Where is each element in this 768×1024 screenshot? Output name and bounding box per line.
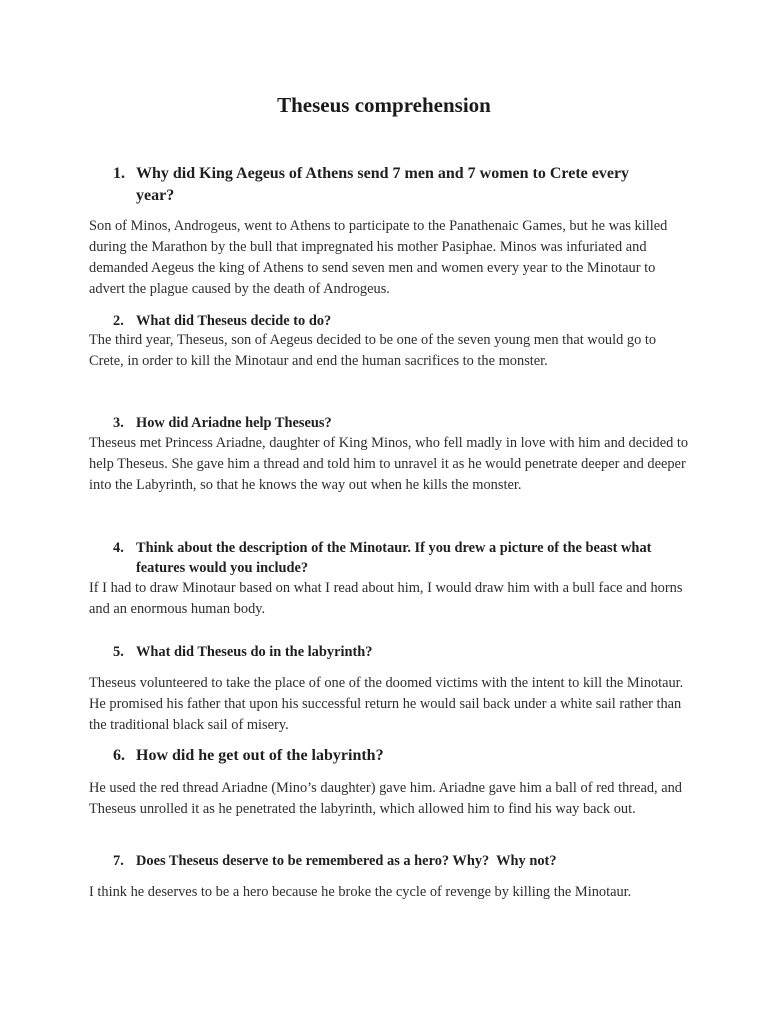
answer-7: I think he deserves to be a hero because he broke the cycle of revenge by killing the Minotaur. (89, 884, 632, 900)
question-1-text: Why did King Aegeus of Athens send 7 men and 7 women to Crete every year? (136, 165, 630, 204)
question-3 (113, 413, 673, 433)
answer-1: Son of Minos, Androgeus, went to Athens to participate to the Panathenaic Games, but he was killed during the Marathon by the bull that impregnated his mother Pasiphae. Minos was infuriated and demanded Aegeus the king of Athens to send seven men and women every year to the Minotaur to advert the plague caused by the death of Androgeus. (89, 218, 668, 297)
question-2-number: 2. (113, 313, 124, 329)
answer-5: Theseus volunteered to take the place of one of the doomed victims with the intent to kill the Minotaur. He promised his father that upon his successful return he would sail back under a white sail rather than the traditional black sail of misery. (89, 675, 684, 733)
question-3-number: 3. (113, 415, 124, 431)
question-7 (113, 851, 673, 871)
question-2 (113, 311, 673, 331)
question-7-text: Does Theseus deserve to be remembered as a hero? Why? Why not? (136, 853, 557, 869)
question-5-text: What did Theseus do in the labyrinth? (136, 644, 373, 660)
answer-2: The third year, Theseus, son of Aegeus decided to be one of the seven young men that would go to Crete, in order to kill the Minotaur and end the human sacrifices to the monster. (89, 332, 657, 369)
question-6-number: 6. (113, 747, 125, 764)
question-6-text: How did he get out of the labyrinth? (136, 747, 384, 764)
question-7-number: 7. (113, 853, 124, 869)
question-1 (113, 163, 658, 207)
answer-6: He used the red thread Ariadne (Mino’s daughter) gave him. Ariadne gave him a ball of red thread, and Theseus unrolled it as he penetrated the labyrinth, which allowed him to find his way back out. (89, 780, 683, 817)
question-2-text: What did Theseus decide to do? (136, 313, 332, 329)
answer-4: If I had to draw Minotaur based on what I read about him, I would draw him with a bull face and horns and an enormous human body. (89, 580, 683, 617)
question-6 (113, 745, 673, 767)
question-5 (113, 642, 673, 662)
document-title: Theseus comprehension (277, 93, 491, 117)
question-4 (113, 538, 653, 578)
question-3-text: How did Ariadne help Theseus? (136, 415, 332, 431)
question-4-text: Think about the description of the Minotaur. If you drew a picture of the beast what features would you include? (136, 540, 652, 576)
question-1-number: 1. (113, 165, 125, 182)
question-4-number: 4. (113, 540, 124, 556)
question-5-number: 5. (113, 644, 124, 660)
answer-3: Theseus met Princess Ariadne, daughter of King Minos, who fell madly in love with him and decided to help Theseus. She gave him a thread and told him to unravel it as he would penetrate deeper and deeper into the Labyrinth, so that he knows the way out when he kills the monster. (89, 435, 689, 493)
